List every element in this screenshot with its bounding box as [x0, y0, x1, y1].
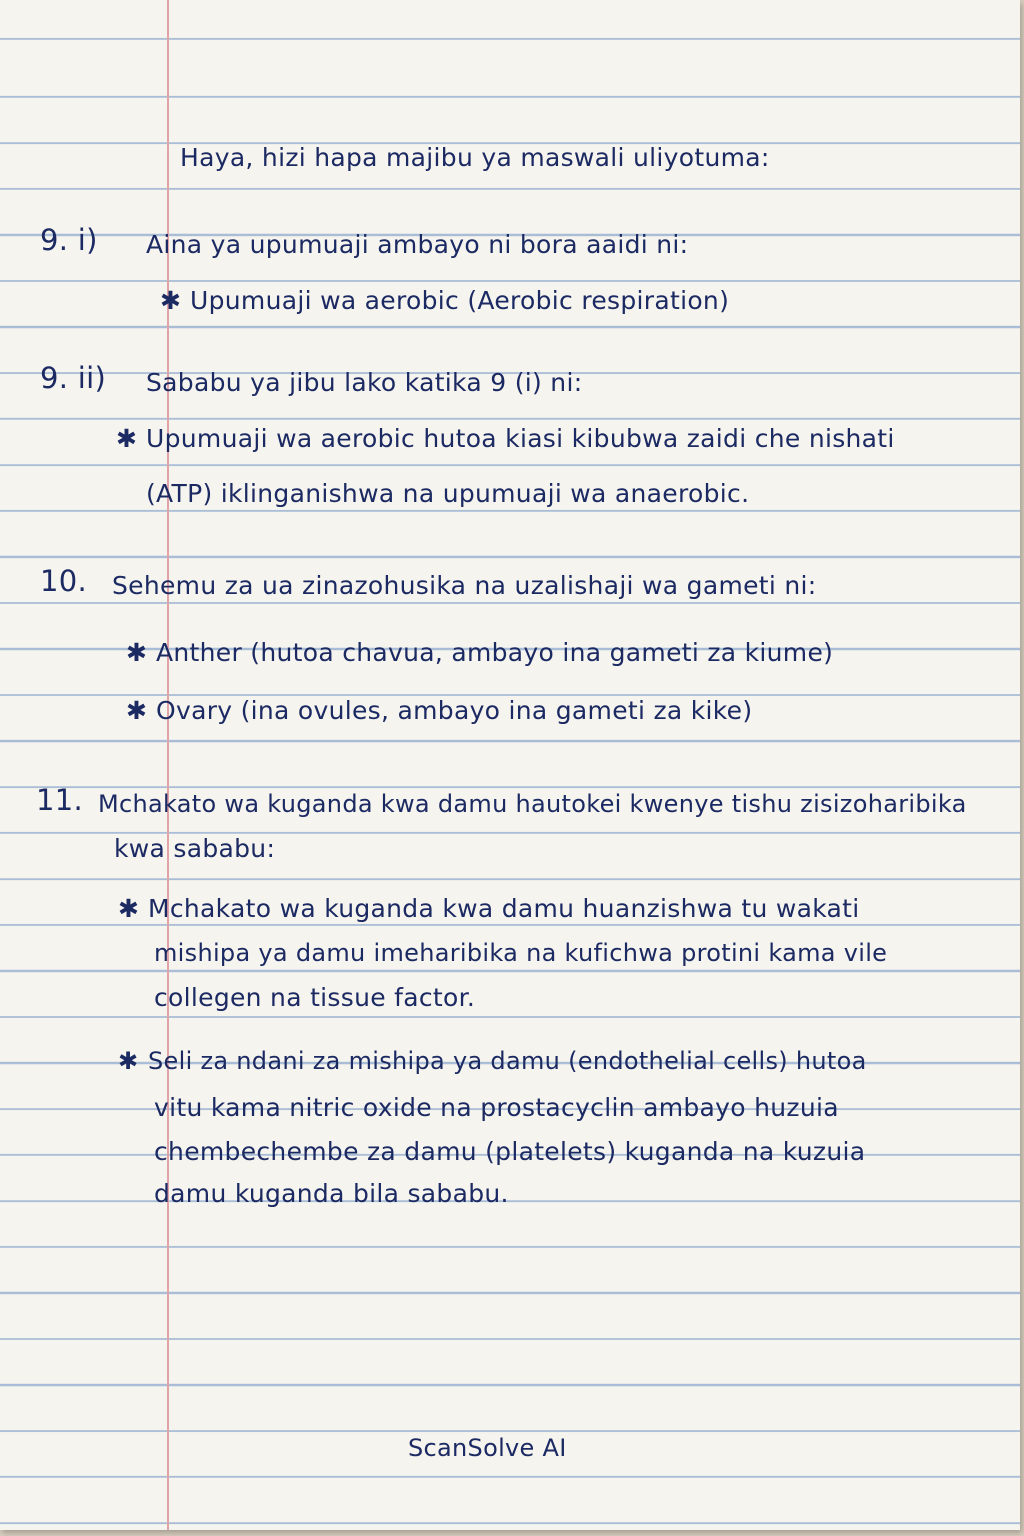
bullet-line: collegen na tissue factor. — [154, 983, 476, 1012]
question-number: 11. — [36, 783, 84, 817]
bullet-item — [116, 426, 895, 451]
question-number: 9. i) — [40, 223, 98, 257]
bullet-item — [118, 896, 860, 921]
bullet-line: chembechembe za damu (platelets) kuganda na kuzuia — [154, 1137, 866, 1166]
bullet-line: Upumuaji wa aerobic hutoa kiasi kibubwa zaidi che nishati — [146, 424, 895, 453]
question-number: 10. — [40, 564, 88, 598]
question-text: Sehemu za ua zinazohusika na uzalishaji wa gameti ni: — [112, 571, 817, 600]
bullet-line: Upumuaji wa aerobic (Aerobic respiration) — [190, 286, 730, 315]
bullet-line: Seli za ndani za mishipa ya damu (endothelial cells) hutoa — [148, 1047, 867, 1075]
bullet-line: mishipa ya damu imeharibika na kufichwa protini kama vile — [154, 939, 888, 967]
question-text: Mchakato wa kuganda kwa damu hautokei kwenye tishu zisizoharibika — [98, 790, 967, 818]
asterisk-bullet-icon: ✱ — [118, 1047, 139, 1075]
intro-text: Haya, hizi hapa majibu ya maswali uliyotuma: — [180, 143, 770, 172]
question-text: kwa sababu: — [114, 834, 276, 863]
bullet-line: Mchakato wa kuganda kwa damu huanzishwa tu wakati — [148, 894, 860, 923]
bullet-line: Anther (hutoa chavua, ambayo ina gameti za kiume) — [156, 638, 834, 667]
bullet-item — [126, 698, 752, 723]
asterisk-bullet-icon: ✱ — [126, 638, 148, 667]
asterisk-bullet-icon: ✱ — [160, 286, 182, 315]
bullet-line: Ovary (ina ovules, ambayo ina gameti za kike) — [156, 696, 753, 725]
bullet-line: damu kuganda bila sababu. — [154, 1179, 509, 1208]
bullet-item — [118, 1049, 867, 1073]
bullet-line: (ATP) iklinganishwa na upumuaji wa anaerobic. — [146, 479, 750, 508]
bullet-item — [126, 640, 833, 665]
question-text: Aina ya upumuaji ambayo ni bora aaidi ni: — [146, 230, 689, 259]
asterisk-bullet-icon: ✱ — [126, 696, 148, 725]
footer-brand: ScanSolve AI — [408, 1434, 567, 1462]
asterisk-bullet-icon: ✱ — [116, 424, 138, 453]
question-number: 9. ii) — [40, 361, 107, 395]
bullet-item — [160, 288, 729, 313]
asterisk-bullet-icon: ✱ — [118, 894, 140, 923]
bullet-line: vitu kama nitric oxide na prostacyclin ambayo huzuia — [154, 1093, 839, 1122]
question-text: Sababu ya jibu lako katika 9 (i) ni: — [146, 368, 583, 397]
